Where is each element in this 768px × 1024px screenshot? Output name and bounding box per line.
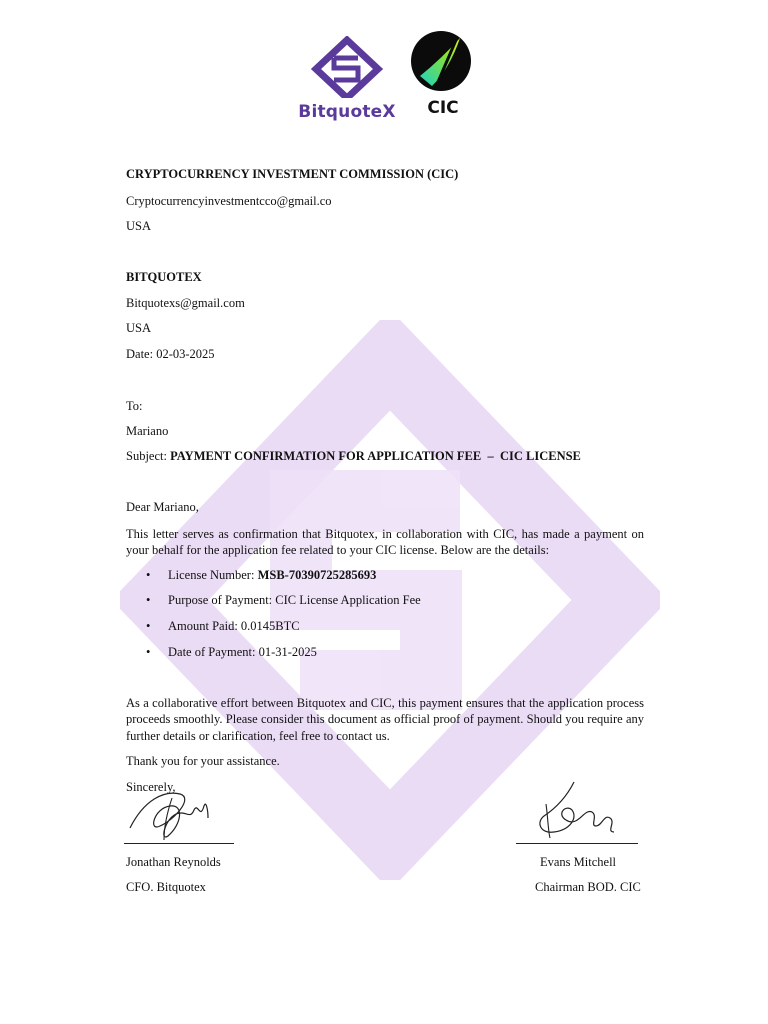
letter-page: BitquoteX CIC CRYPTOCURRENCY INVESTMENT COMMISSION (CIC) Cryptocurrencyinvestmentcco@gmail.co USA BITQUOTEX Bitquotexs@gmail.com USA Date: 02-03-2025 To: Mariano Subject: PAYMENT CONFIRMATION FOR APPLICATION FEE – CIC LICENSE Dear Mariano, This letter serves as confirmation that Bitquotex, in collaboration with CIC, has made a payment on your behalf for the application fee related to your CIC license. Below are the details: • License Number: MSB-70390725285693 • Purpose of Payment: CIC License Application Fee • Amount Paid: 0.0145BTC • Date of Payment: 01-31-2025 As a collaborative effort between Bitquotex and CIC, this payment ensures that the application process proceeds smoothly. Please consider this document as official proof of payment. Should you require any further details or clarification, feel free to contact us. Thank you for your assistance. Sincerely, Jonathan Reynolds CFO. Bitquotex Evans Mitchell Chairman BOD. CIC [0, 0, 768, 1024]
license-number-value: MSB-70390725285693 [257, 568, 377, 582]
header-logos [0, 30, 768, 130]
right-signatory-title: Chairman BOD. CIC [535, 880, 641, 894]
signature-scribble-icon [526, 778, 626, 844]
subject-text: PAYMENT CONFIRMATION FOR APPLICATION FEE – CIC LICENSE [170, 449, 581, 463]
detail-label: Purpose of Payment: CIC License Application Fee [168, 593, 421, 607]
cic-wordmark: CIC [427, 98, 459, 118]
left-signatory-name: Jonathan Reynolds [126, 855, 221, 869]
second-party-country: USA [126, 321, 152, 335]
left-signatory-title: CFO. Bitquotex [126, 880, 206, 894]
detail-label: Date of Payment: 01-31-2025 [168, 645, 317, 659]
left-signature [124, 780, 236, 846]
sender-org: CRYPTOCURRENCY INVESTMENT COMMISSION (CIC) [126, 167, 459, 181]
second-party-email: Bitquotexs@gmail.com [126, 296, 245, 310]
bitquotex-logo [292, 36, 402, 126]
greeting: Dear Mariano, [126, 500, 199, 514]
subject-line [126, 448, 581, 464]
cic-logo [410, 30, 476, 126]
second-party-org: BITQUOTEX [126, 270, 202, 284]
signoff: Sincerely, [126, 780, 176, 794]
intro-paragraph: This letter serves as confirmation that Bitquotex, in collaboration with CIC, has made a payment on your behalf for the application fee related to your CIC license. Below are the details: [126, 527, 644, 558]
detail-label: License Number: [168, 568, 258, 582]
signature-scribble-icon [124, 780, 236, 846]
cic-mark-icon [410, 30, 472, 92]
recipient-name: Mariano [126, 424, 169, 438]
sender-email: Cryptocurrencyinvestmentcco@gmail.co [126, 194, 332, 208]
detail-label: Amount Paid: 0.0145BTC [168, 619, 300, 633]
closing-paragraph: As a collaborative effort between Bitquotex and CIC, this payment ensures that the application process proceeds smoothly. Please consider this document as official proof of payment. Should you require any further details or clarification, feel free to contact us. [126, 696, 644, 743]
to-label: To: [126, 399, 143, 413]
sender-country: USA [126, 219, 152, 233]
right-signatory-name: Evans Mitchell [540, 855, 617, 869]
subject-label: Subject: [126, 449, 167, 463]
bitquotex-wordmark: BitquoteX [298, 102, 396, 122]
right-signature [526, 778, 626, 844]
thanks-line: Thank you for your assistance. [126, 754, 280, 768]
letter-date: Date: 02-03-2025 [126, 347, 215, 361]
bitquotex-mark-icon [308, 36, 386, 98]
